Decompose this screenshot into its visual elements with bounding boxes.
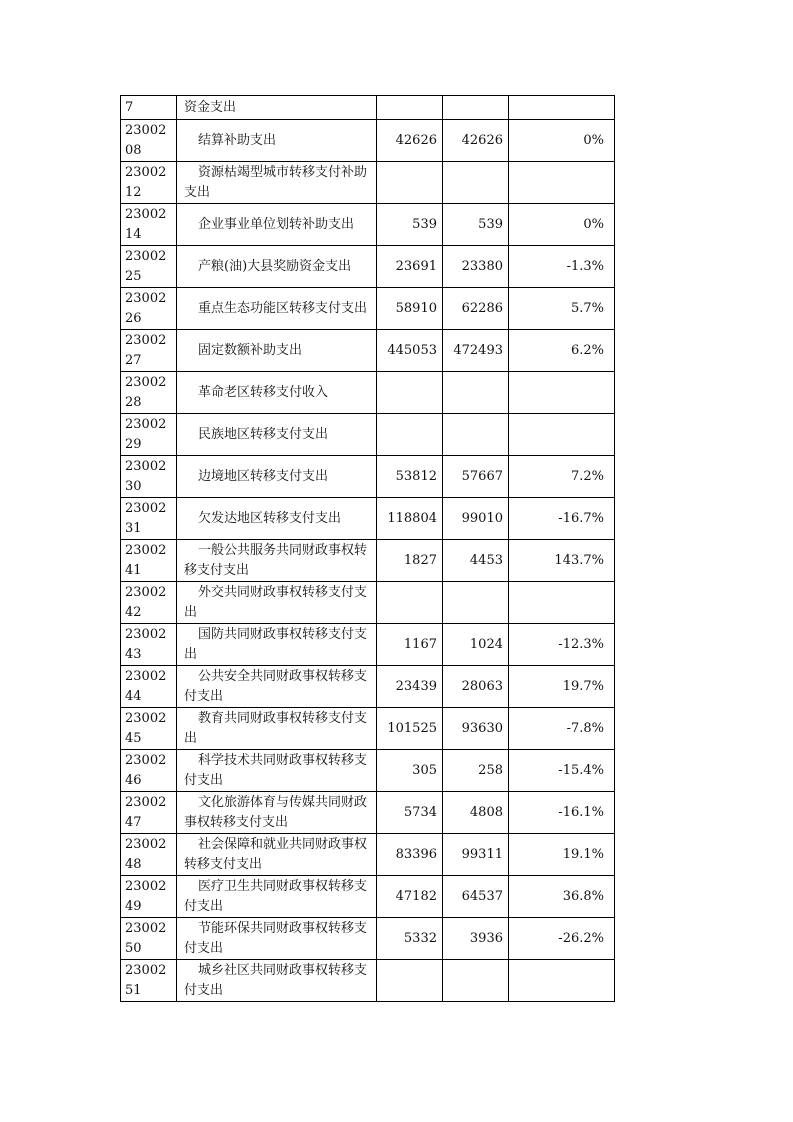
table-row <box>121 708 615 750</box>
budget-table-body <box>121 96 615 1002</box>
table-row <box>121 330 615 372</box>
value-cell-1: 42626 <box>377 120 443 162</box>
value-cell-2: 4808 <box>443 792 509 834</box>
table-row <box>121 582 615 624</box>
change-cell: 7.2% <box>509 456 615 498</box>
change-cell: 19.7% <box>509 666 615 708</box>
value-cell-2 <box>443 414 509 456</box>
change-cell: -1.3% <box>509 246 615 288</box>
value-cell-1: 23439 <box>377 666 443 708</box>
value-cell-1 <box>377 162 443 204</box>
name-cell: 边境地区转移支付支出 <box>177 456 377 498</box>
change-cell: 0% <box>509 204 615 246</box>
table-row <box>121 624 615 666</box>
change-cell <box>509 960 615 1002</box>
value-cell-2 <box>443 960 509 1002</box>
name-cell: 欠发达地区转移支付支出 <box>177 498 377 540</box>
code-cell: 2300245 <box>121 708 177 750</box>
value-cell-1: 101525 <box>377 708 443 750</box>
budget-table <box>120 95 615 1002</box>
name-cell: 公共安全共同财政事权转移支付支出 <box>177 666 377 708</box>
name-cell: 节能环保共同财政事权转移支付支出 <box>177 918 377 960</box>
code-cell: 2300249 <box>121 876 177 918</box>
value-cell-1 <box>377 372 443 414</box>
code-cell: 2300247 <box>121 792 177 834</box>
change-cell: 5.7% <box>509 288 615 330</box>
code-cell: 2300226 <box>121 288 177 330</box>
name-cell: 城乡社区共同财政事权转移支付支出 <box>177 960 377 1002</box>
table-row <box>121 498 615 540</box>
value-cell-2: 99311 <box>443 834 509 876</box>
value-cell-1: 47182 <box>377 876 443 918</box>
value-cell-2: 99010 <box>443 498 509 540</box>
change-cell <box>509 162 615 204</box>
code-cell: 2300246 <box>121 750 177 792</box>
table-row <box>121 246 615 288</box>
code-cell: 2300231 <box>121 498 177 540</box>
name-cell: 固定数额补助支出 <box>177 330 377 372</box>
value-cell-2: 1024 <box>443 624 509 666</box>
change-cell: -7.8% <box>509 708 615 750</box>
name-cell: 国防共同财政事权转移支付支出 <box>177 624 377 666</box>
value-cell-2: 28063 <box>443 666 509 708</box>
table-row <box>121 666 615 708</box>
table-row <box>121 204 615 246</box>
code-cell: 2300208 <box>121 120 177 162</box>
value-cell-1 <box>377 582 443 624</box>
code-cell: 2300225 <box>121 246 177 288</box>
name-cell: 资源枯竭型城市转移支付补助支出 <box>177 162 377 204</box>
name-cell: 一般公共服务共同财政事权转移支付支出 <box>177 540 377 582</box>
table-row <box>121 834 615 876</box>
name-cell: 文化旅游体育与传媒共同财政事权转移支付支出 <box>177 792 377 834</box>
value-cell-2: 57667 <box>443 456 509 498</box>
table-row <box>121 792 615 834</box>
value-cell-2: 93630 <box>443 708 509 750</box>
change-cell: 143.7% <box>509 540 615 582</box>
value-cell-1 <box>377 960 443 1002</box>
change-cell: 6.2% <box>509 330 615 372</box>
value-cell-1: 53812 <box>377 456 443 498</box>
value-cell-2: 539 <box>443 204 509 246</box>
change-cell: -12.3% <box>509 624 615 666</box>
code-cell: 2300248 <box>121 834 177 876</box>
table-row <box>121 288 615 330</box>
value-cell-1: 58910 <box>377 288 443 330</box>
change-cell <box>509 414 615 456</box>
name-cell: 民族地区转移支付支出 <box>177 414 377 456</box>
name-cell: 结算补助支出 <box>177 120 377 162</box>
value-cell-2: 23380 <box>443 246 509 288</box>
value-cell-2: 4453 <box>443 540 509 582</box>
value-cell-1: 445053 <box>377 330 443 372</box>
name-cell: 企业事业单位划转补助支出 <box>177 204 377 246</box>
table-row <box>121 960 615 1002</box>
code-cell: 2300251 <box>121 960 177 1002</box>
change-cell <box>509 372 615 414</box>
change-cell: 19.1% <box>509 834 615 876</box>
name-cell: 革命老区转移支付收入 <box>177 372 377 414</box>
value-cell-1: 305 <box>377 750 443 792</box>
code-cell: 2300227 <box>121 330 177 372</box>
table-row <box>121 456 615 498</box>
table-row <box>121 96 615 120</box>
value-cell-2: 472493 <box>443 330 509 372</box>
code-cell: 2300250 <box>121 918 177 960</box>
value-cell-1: 539 <box>377 204 443 246</box>
table-row <box>121 372 615 414</box>
change-cell: -15.4% <box>509 750 615 792</box>
value-cell-2 <box>443 582 509 624</box>
name-cell: 外交共同财政事权转移支付支出 <box>177 582 377 624</box>
change-cell: 0% <box>509 120 615 162</box>
value-cell-1 <box>377 414 443 456</box>
code-cell: 2300241 <box>121 540 177 582</box>
change-cell <box>509 582 615 624</box>
change-cell: -16.7% <box>509 498 615 540</box>
name-cell: 重点生态功能区转移支付支出 <box>177 288 377 330</box>
code-cell: 2300242 <box>121 582 177 624</box>
value-cell-1: 1167 <box>377 624 443 666</box>
code-cell: 2300214 <box>121 204 177 246</box>
table-row <box>121 540 615 582</box>
code-cell: 2300230 <box>121 456 177 498</box>
value-cell-2: 3936 <box>443 918 509 960</box>
document-page <box>120 95 615 1002</box>
value-cell-1: 118804 <box>377 498 443 540</box>
value-cell-2: 258 <box>443 750 509 792</box>
code-cell: 7 <box>121 96 177 120</box>
table-row <box>121 750 615 792</box>
name-cell: 社会保障和就业共同财政事权转移支付支出 <box>177 834 377 876</box>
change-cell: -16.1% <box>509 792 615 834</box>
code-cell: 2300228 <box>121 372 177 414</box>
value-cell-1 <box>377 96 443 120</box>
name-cell: 教育共同财政事权转移支付支出 <box>177 708 377 750</box>
table-row <box>121 414 615 456</box>
change-cell: -26.2% <box>509 918 615 960</box>
code-cell: 2300243 <box>121 624 177 666</box>
table-row <box>121 918 615 960</box>
name-cell: 科学技术共同财政事权转移支付支出 <box>177 750 377 792</box>
value-cell-2: 42626 <box>443 120 509 162</box>
name-cell: 资金支出 <box>177 96 377 120</box>
change-cell <box>509 96 615 120</box>
value-cell-2 <box>443 96 509 120</box>
table-row <box>121 876 615 918</box>
value-cell-2: 64537 <box>443 876 509 918</box>
code-cell: 2300244 <box>121 666 177 708</box>
value-cell-2 <box>443 162 509 204</box>
value-cell-2: 62286 <box>443 288 509 330</box>
table-row <box>121 162 615 204</box>
value-cell-1: 23691 <box>377 246 443 288</box>
value-cell-1: 5734 <box>377 792 443 834</box>
code-cell: 2300212 <box>121 162 177 204</box>
table-row <box>121 120 615 162</box>
value-cell-2 <box>443 372 509 414</box>
value-cell-1: 83396 <box>377 834 443 876</box>
name-cell: 产粮(油)大县奖励资金支出 <box>177 246 377 288</box>
value-cell-1: 1827 <box>377 540 443 582</box>
name-cell: 医疗卫生共同财政事权转移支付支出 <box>177 876 377 918</box>
change-cell: 36.8% <box>509 876 615 918</box>
code-cell: 2300229 <box>121 414 177 456</box>
value-cell-1: 5332 <box>377 918 443 960</box>
